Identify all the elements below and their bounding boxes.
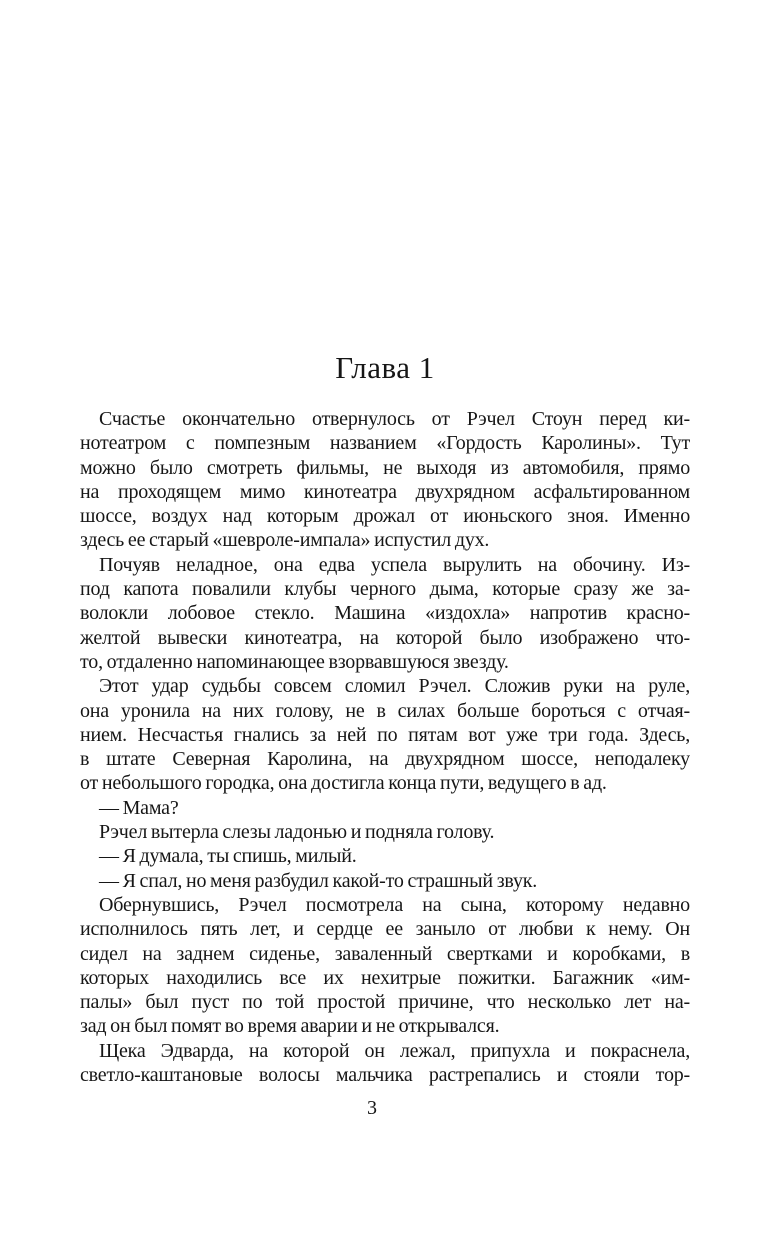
text-line: исполнилось пять лет, и сердце ее заныло от любви к нему. Он	[80, 918, 690, 941]
text-line: от небольшого городка, она достигла конца пути, ведущего в ад.	[80, 772, 607, 795]
text-line: палы» был пуст по той простой причине, что несколько лет на-	[80, 991, 690, 1014]
text-line: шоссе, воздух над которым дрожал от июньского зноя. Именно	[80, 505, 690, 528]
text-line: то, отдаленно напоминающее взорвавшуюся звезду.	[80, 650, 509, 673]
text-line: под капота повалили клубы черного дыма, которые сразу же за-	[80, 578, 690, 601]
text-line: волокли лобовое стекло. Машина «издохла» напротив красно-	[80, 602, 690, 625]
text-line: на проходящем мимо кинотеатра двухрядном асфальтированном	[80, 480, 690, 503]
text-line: Щека Эдварда, на которой он лежал, припухла и покраснела,	[99, 1039, 690, 1062]
text-line: Счастье окончательно отвернулось от Рэчел Стоун перед ки-	[99, 408, 690, 430]
chapter-heading: Глава 1	[335, 350, 435, 385]
text-line: — Я думала, ты спишь, милый.	[99, 845, 357, 868]
text-line: — Мама?	[99, 796, 179, 819]
text-line: Обернувшись, Рэчел посмотрела на сына, которому недавно	[99, 893, 690, 916]
page-number: 3	[367, 1097, 377, 1119]
text-line: желтой вывески кинотеатра, на которой было изображено что-	[80, 626, 690, 649]
text-line: здесь ее старый «шевроле-импала» испустил дух.	[80, 529, 490, 552]
text-line: — Я спал, но меня разбудил какой-то страшный звук.	[99, 869, 538, 892]
text-line: в штате Северная Каролина, на двухрядном шоссе, неподалеку	[80, 748, 690, 771]
text-line: Рэчел вытерла слезы ладонью и подняла голову.	[99, 821, 495, 844]
text-line: которых находились все их нехитрые пожитки. Багажник «им-	[80, 966, 690, 989]
text-line: Этот удар судьбы совсем сломил Рэчел. Сложив руки на руле,	[99, 675, 690, 698]
text-line: она уронила на них голову, не в силах больше бороться с отчая-	[80, 699, 690, 722]
text-line: светло-каштановые волосы мальчика растрепались и стояли тор-	[80, 1064, 690, 1087]
text-block	[80, 407, 690, 1087]
text-line: Почуяв неладное, она едва успела вырулить на обочину. Из-	[99, 553, 690, 576]
text-line: можно было смотреть фильмы, не выходя из автомобиля, прямо	[80, 456, 690, 479]
text-line: нием. Несчастья гнались за ней по пятам вот уже три года. Здесь,	[80, 723, 690, 746]
text-line: зад он был помят во время аварии и не открывался.	[80, 1015, 500, 1038]
text-line: сидел на заднем сиденье, заваленный свертками и коробками, в	[80, 942, 690, 965]
text-line: нотеатром с помпезным названием «Гордость Каролины». Тут	[80, 432, 690, 455]
